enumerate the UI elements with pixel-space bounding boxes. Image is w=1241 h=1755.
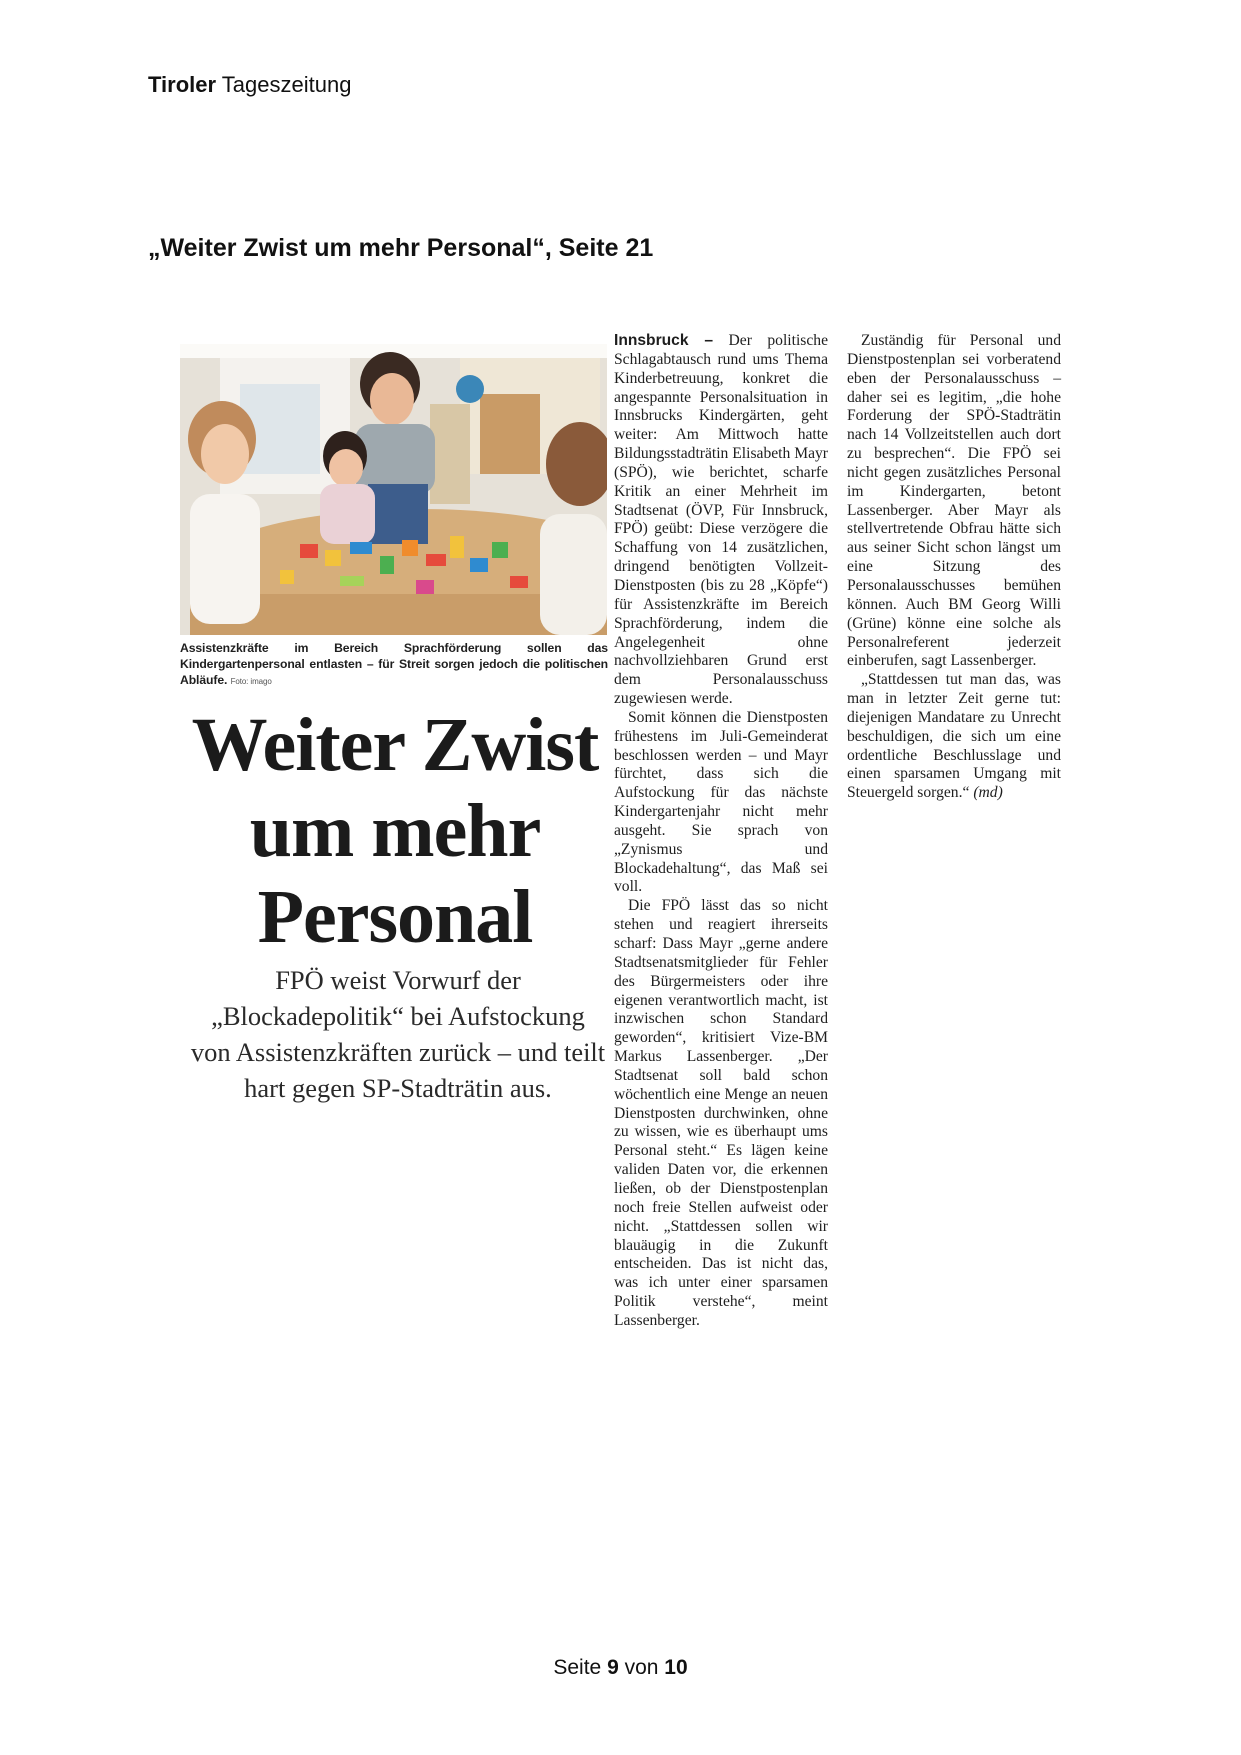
article-paragraph <box>847 671 1061 803</box>
masthead-bold: Tiroler <box>148 72 217 97</box>
article-dateline: Innsbruck – <box>614 332 714 349</box>
article-photo <box>180 344 607 635</box>
footer-page-total: 10 <box>664 1656 688 1679</box>
footer-page-number: 9 <box>607 1656 619 1679</box>
footer-prefix: Seite <box>553 1656 602 1679</box>
masthead <box>148 72 351 98</box>
page-footer <box>0 1656 1241 1680</box>
article-paragraph: Somit können die Dienstposten frühestens im Juli-Gemeinderat beschlossen werden – und Mayr fürchtet, dass sich die Aufstockung für das nächste Kindergartenjahr nicht mehr ausgeht. Sie sprach von „Zynismus und Blockadehaltung“, das Maß sei voll. <box>614 708 828 896</box>
photo-caption <box>180 640 608 690</box>
article-subheadline: FPÖ weist Vorwurf der „Blockadepolitik“ bei Aufstockung von Assistenzkräften zurück – und teilt hart gegen SP-Stadträtin aus. <box>190 965 606 1103</box>
masthead-rest: Tageszeitung <box>221 72 352 97</box>
article-column-2 <box>847 332 1061 803</box>
article-column-1 <box>614 332 828 1331</box>
article-paragraph <box>614 332 828 709</box>
document-heading: „Weiter Zwist um mehr Personal“, Seite 21 <box>148 234 654 262</box>
author-signature: (md) <box>973 784 1003 802</box>
article-paragraph-text: „Stattdessen tut man das, was man in letzter Zeit gerne tut: diejenigen Mandatare zu Unrecht beschuldigen, die sich um eine ordentliche Beschlusslage und einen sparsamen Umgang mit Steuergeld sorgen.“ <box>847 671 1061 802</box>
article-paragraph-text: Der politische Schlagabtausch rund ums Thema Kinderbetreuung, konkret die angespannte Personalsituation in Innsbrucks Kindergärten, geht weiter: Am Mittwoch hatte Bildungsstadträtin Elisabeth Mayr (SPÖ), wie berichtet, scharfe Kritik an einer Mehrheit im Stadtsenat (ÖVP, Für Innsbruck, FPÖ) geübt: Diese verzögere die Schaffung von 14 zusätzlichen, dringend benötigten Vollzeit-Dienstposten (bis zu 28 „Köpfe“) für Assistenzkräfte im Bereich Sprachförderung, indem die Angelegenheit ohne nachvollziehbaren Grund erst dem Personalausschuss zugewiesen werde. <box>614 332 828 708</box>
photo-caption-text: Assistenzkräfte im Bereich Sprachförderung sollen das Kindergartenpersonal entlasten – für Streit sorgen jedoch die politischen Abläufe. <box>180 641 608 687</box>
kindergarten-photo-illustration <box>180 344 607 635</box>
footer-middle: von <box>624 1656 659 1679</box>
article-paragraph: Die FPÖ lässt das so nicht stehen und reagiert ihrerseits scharf: Dass Mayr „gerne andere Stadtsenatsmitglieder für Fehler des Bürgermeisters oder ihre eigenen verantwortlich macht, ist inzwischen schon Standard geworden“, kritisiert Vize-BM Markus Lassenberger. „Der Stadtsenat soll bald schon wöchentlich eine Menge an neuen Dienstposten durchwinken, ohne zu wissen, wie es überhaupt ums Personal steht.“ Es lägen keine validen Daten vor, die erkennen ließen, ob der Dienstpostenplan noch freie Stellen aufweist oder nicht. „Stattdessen sollen wir blauäugig in die Zukunft entscheiden. Das ist nicht das, was ich unter einer sparsamen Politik verstehe“, meint Lassenberger. <box>614 897 828 1329</box>
article-paragraph: Zuständig für Personal und Dienstpostenplan sei vorberatend eben der Personalausschuss – daher sei es legitim, „die hohe Forderung der SPÖ-Stadträtin nach 14 Vollzeitstellen auch dort zu besprechen“. Die FPÖ sei nicht gegen zusätzliches Personal im Kindergarten, betont Lassenberger. Aber Mayr als stellvertretende Obfrau hätte sich aus seiner Sicht schon längst um eine Sitzung des Personalausschusses bemühen können. Auch BM Georg Willi (Grüne) könne eine solche als Personalreferent jederzeit einberufen, sagt Lassenberger. <box>847 332 1061 670</box>
photo-credit: Foto: imago <box>230 677 272 686</box>
article-headline: Weiter Zwist um mehr Personal <box>191 703 599 959</box>
